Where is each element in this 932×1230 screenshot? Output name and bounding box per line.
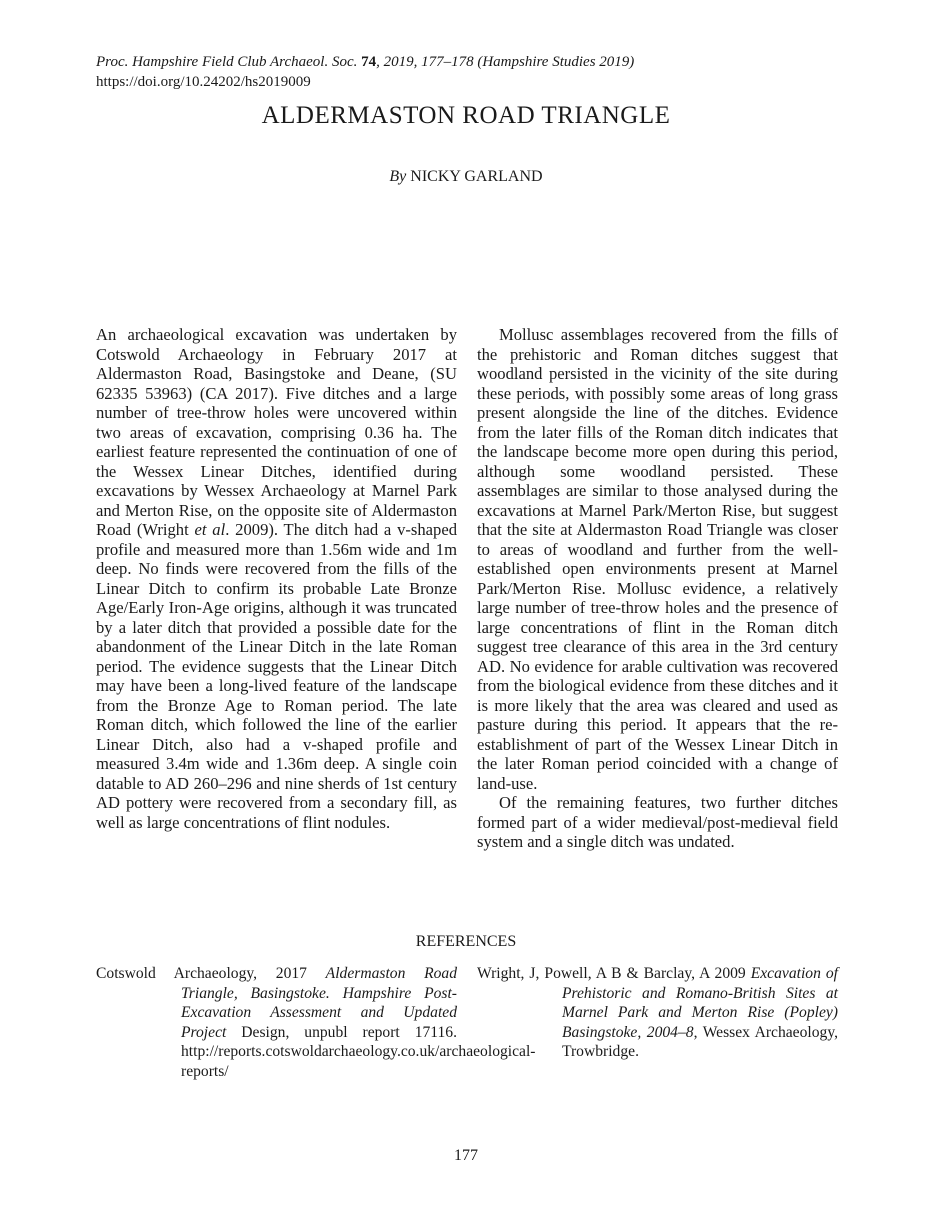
doi-link[interactable]: https://doi.org/10.24202/hs2019009 bbox=[96, 74, 311, 90]
byline-by: By bbox=[389, 168, 407, 185]
reference-title: Excavation of Prehistoric and Romano-British Sites at Marnel Park and Merton Rise (Popley) Basingstoke, 2004–8 bbox=[562, 965, 838, 1041]
reference-details: Design, unpubl report 17116. http://reports.cotswoldarchaeology.co.uk/archaeological-reports/ bbox=[181, 1023, 536, 1080]
reference-title: Aldermaston Road Triangle, Basingstoke. Hampshire Post-Excavation Assessment and Updated Project bbox=[181, 965, 457, 1041]
journal-name: Proc. Hampshire Field Club Archaeol. Soc. bbox=[96, 54, 362, 70]
paragraph-text-cont: . 2009). The ditch had a v-shaped profile and measured more than 1.56m wide and 1m deep. No finds were recovered from the fills of the Linear Ditch to confirm its probable Late Bronze Age/Early Iron-Age origins, although it was truncated by a later ditch that provided a possible date for the abandonment of the Linear Ditch in the late Roman period. The evidence suggests that the Linear Ditch may have been a long-lived feature of the landscape from the Bronze Age to Roman period. The late Roman ditch, which followed the line of the earlier Linear Ditch, also had a v-shaped profile and measured 3.4m wide and 1.36m deep. A single coin datable to AD 260–296 and nine sherds of 1st century AD pottery were recovered from a secondary fill, as well as large concentrations of flint nodules. bbox=[96, 520, 458, 832]
body-paragraph: Of the remaining features, two further ditches formed part of a wider medieval/post-medieval field system and a single ditch was undated. bbox=[477, 793, 838, 851]
journal-volume: 74 bbox=[361, 54, 377, 70]
body-paragraph bbox=[96, 325, 457, 832]
journal-citation bbox=[96, 52, 856, 92]
reference-details: , Wessex Archaeology, Trowbridge. bbox=[562, 1023, 839, 1060]
journal-reference bbox=[96, 52, 856, 72]
author-name: NICKY GARLAND bbox=[410, 168, 543, 185]
paragraph-text: An archaeological excavation was undertaken by Cotswold Archaeology in February 2017 at Aldermaston Road, Basingstoke and Deane, (SU 62335 53963) (CA 2017). Five ditches and a large number of tree-throw holes were uncovered within two areas of excavation, comprising 0.36 ha. The earliest feature represented the continuation of one of the Wessex Linear Ditches, identified during excavations by Wessex Archaeology at Marnel Park and Merton Rise, on the opposite site of Aldermaston Road (Wright bbox=[96, 325, 457, 539]
body-paragraph: Mollusc assemblages recovered from the fills of the prehistoric and Roman ditches suggest that woodland persisted in the vicinity of the site during these periods, with possibly some areas of long grass present alongside the line of the ditches. Evidence from the later fills of the Roman ditch indicates that the landscape become more open during this period, although some woodland persisted. These assemblages are similar to those analysed during the excavations at Marnel Park/Merton Rise, but suggest that the site at Aldermaston Road Triangle was closer to areas of woodland and further from the well-established open environments present at Marnel Park/Merton Rise. Mollusc evidence, a relatively large number of tree-throw holes and the presence of large concentrations of flint in the Roman ditch suggest tree clearance of this area in the 3rd century AD. No evidence for arable cultivation was recovered from the biological evidence from these ditches and it is more likely that the area was cleared and used as pasture during this period. It appears that the re-establishment of part of the Wessex Linear Ditch in the later Roman period coincided with a change of land-use. bbox=[477, 325, 838, 793]
page-number: 177 bbox=[454, 1147, 478, 1164]
byline bbox=[0, 166, 932, 188]
et-al: et al bbox=[194, 520, 226, 539]
body-column-right bbox=[477, 325, 838, 852]
article-title: ALDERMASTON ROAD TRIANGLE bbox=[261, 102, 671, 129]
reference-entry bbox=[96, 964, 536, 1081]
body-column-left bbox=[96, 325, 457, 832]
journal-year-pages: , 2019, 177–178 (Hampshire Studies 2019) bbox=[376, 54, 635, 70]
reference-authors: Wright, J, Powell, A B & Barclay, A 2009 bbox=[477, 965, 751, 982]
references-heading: REFERENCES bbox=[415, 933, 517, 950]
reference-entry bbox=[477, 964, 838, 1062]
reference-authors: Cotswold Archaeology, 2017 bbox=[96, 965, 326, 982]
